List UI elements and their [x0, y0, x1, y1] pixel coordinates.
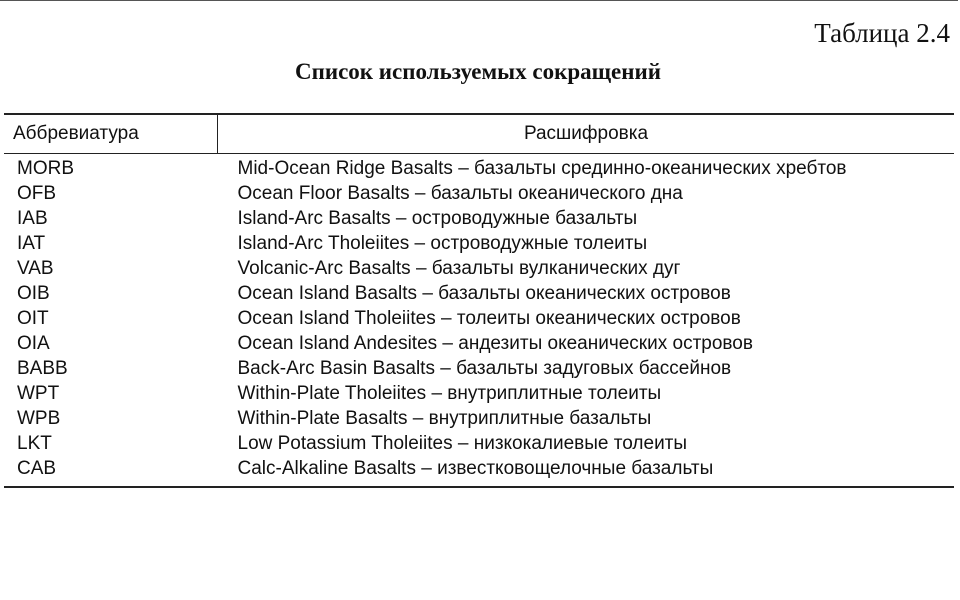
abbreviation-cell: IAT: [17, 233, 46, 254]
description-cell: Ocean Floor Basalts – базальты океанического дна: [237, 183, 683, 204]
description-cell: Back-Arc Basin Basalts – базальты задуговых бассейнов: [237, 358, 732, 379]
description-cell: Ocean Island Basalts – базальты океанических островов: [237, 283, 731, 304]
description-cell: Ocean Island Andesites – андезиты океанических островов: [237, 333, 753, 354]
table-row: [4, 154, 954, 182]
table-body: [4, 154, 954, 487]
abbreviation-cell: WPT: [17, 383, 60, 404]
abbreviations-table: [4, 115, 954, 486]
description-cell: Ocean Island Tholeiites – толеиты океанических островов: [237, 308, 741, 329]
abbreviation-cell: MORB: [17, 158, 74, 179]
abbreviation-cell: CAB: [17, 458, 57, 479]
table-row: [4, 206, 954, 231]
description-cell: Island-Arc Tholeiites – островодужные толеиты: [237, 233, 648, 254]
description-cell: Low Potassium Tholeiites – низкокалиевые толеиты: [237, 433, 688, 454]
abbreviation-cell: OIB: [17, 283, 50, 304]
description-cell: Within-Plate Basalts – внутриплитные базальты: [237, 408, 652, 429]
abbreviation-cell: VAB: [17, 258, 54, 279]
abbreviation-cell: BABB: [17, 358, 68, 379]
table-row: [4, 406, 954, 431]
abbreviation-cell: LKT: [17, 433, 52, 454]
table-header-row: [4, 115, 954, 154]
abbreviation-cell: OIA: [17, 333, 50, 354]
table-row: [4, 331, 954, 356]
abbreviation-cell: OFB: [17, 183, 57, 204]
table-row: [4, 381, 954, 406]
description-cell: Volcanic-Arc Basalts – базальты вулканических дуг: [237, 258, 681, 279]
description-cell: Within-Plate Tholeiites – внутриплитные толеиты: [237, 383, 662, 404]
column-header-description: Расшифровка: [218, 115, 955, 154]
table-row: [4, 181, 954, 206]
table-row: [4, 231, 954, 256]
table-row: [4, 281, 954, 306]
table-row: [4, 431, 954, 456]
top-border-line: [0, 0, 958, 1]
table-number: Таблица 2.4: [814, 18, 950, 48]
column-header-abbreviation: Аббревиатура: [4, 115, 218, 154]
table-row: [4, 356, 954, 381]
description-cell: Mid-Ocean Ridge Basalts – базальты срединно-океанических хребтов: [237, 158, 847, 179]
table-title: Список используемых сокращений: [294, 59, 662, 84]
description-cell: Calc-Alkaline Basalts – известковощелочные базальты: [237, 458, 714, 479]
description-cell: Island-Arc Basalts – островодужные базальты: [237, 208, 638, 229]
table-row: [4, 306, 954, 331]
table-row: [4, 256, 954, 281]
abbreviation-cell: WPB: [17, 408, 61, 429]
abbreviation-cell: IAB: [17, 208, 48, 229]
abbreviations-table-container: [4, 113, 954, 488]
table-row: [4, 456, 954, 486]
abbreviation-cell: OIT: [17, 308, 49, 329]
